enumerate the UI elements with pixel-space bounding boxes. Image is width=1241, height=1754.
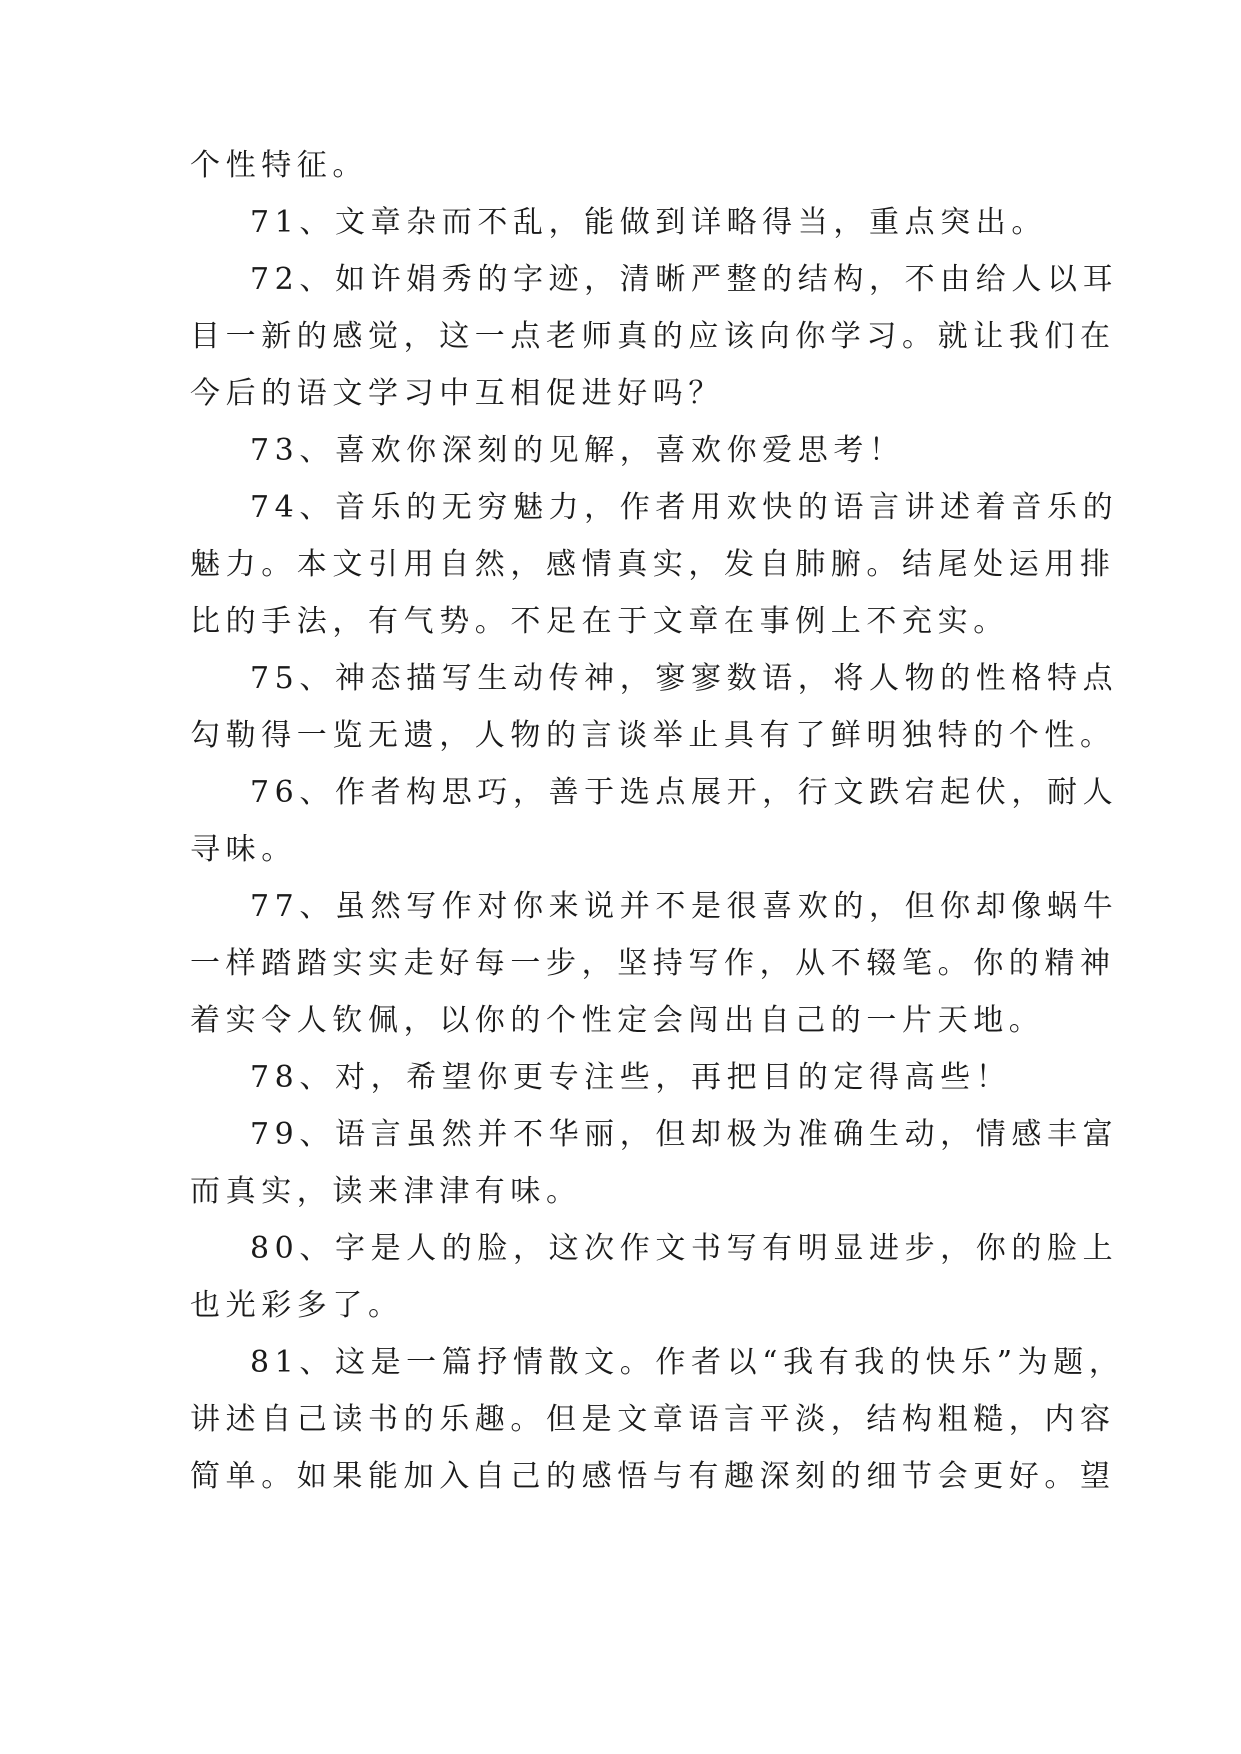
text-line: 简单。如果能加入自己的感悟与有趣深刻的细节会更好。望 — [190, 1459, 1116, 1494]
text-line: 寻味。 — [190, 832, 297, 867]
comment-78: 78、对，希望你更专注些，再把目的定得高些！ — [250, 1060, 1012, 1095]
comment-75: 75、神态描写生动传神，寥寥数语，将人物的性格特点 — [250, 661, 1119, 696]
text-line: 着实令人钦佩，以你的个性定会闯出自己的一片天地。 — [190, 1003, 1045, 1038]
comment-81: 81、这是一篇抒情散文。作者以“我有我的快乐”为题， — [250, 1345, 1125, 1380]
text-line: 也光彩多了。 — [190, 1288, 404, 1323]
text-line: 讲述自己读书的乐趣。但是文章语言平淡，结构粗糙，内容 — [190, 1402, 1116, 1437]
comment-72: 72、如许娟秀的字迹，清晰严整的结构，不由给人以耳 — [250, 262, 1119, 297]
text-line: 而真实，读来津津有味。 — [190, 1174, 582, 1209]
text-line: 今后的语文学习中互相促进好吗？ — [190, 376, 724, 411]
comment-74: 74、音乐的无穷魅力，作者用欢快的语言讲述着音乐的 — [250, 490, 1119, 525]
comment-80: 80、字是人的脸，这次作文书写有明显进步，你的脸上 — [250, 1231, 1119, 1266]
text-line: 个性特征。 — [190, 148, 368, 183]
comment-79: 79、语言虽然并不华丽，但却极为准确生动，情感丰富 — [250, 1117, 1119, 1152]
comment-76: 76、作者构思巧，善于选点展开，行文跌宕起伏，耐人 — [250, 775, 1119, 810]
comment-71: 71、文章杂而不乱，能做到详略得当，重点突出。 — [250, 205, 1047, 240]
text-line: 目一新的感觉，这一点老师真的应该向你学习。就让我们在 — [190, 319, 1116, 354]
comment-73: 73、喜欢你深刻的见解，喜欢你爱思考！ — [250, 433, 905, 468]
comment-77: 77、虽然写作对你来说并不是很喜欢的，但你却像蜗牛 — [250, 889, 1119, 924]
text-line: 勾勒得一览无遗，人物的言谈举止具有了鲜明独特的个性。 — [190, 718, 1116, 753]
text-line: 比的手法，有气势。不足在于文章在事例上不充实。 — [190, 604, 1009, 639]
text-line: 魅力。本文引用自然，感情真实，发自肺腑。结尾处运用排 — [190, 547, 1116, 582]
text-line: 一样踏踏实实走好每一步，坚持写作，从不辍笔。你的精神 — [190, 946, 1116, 981]
